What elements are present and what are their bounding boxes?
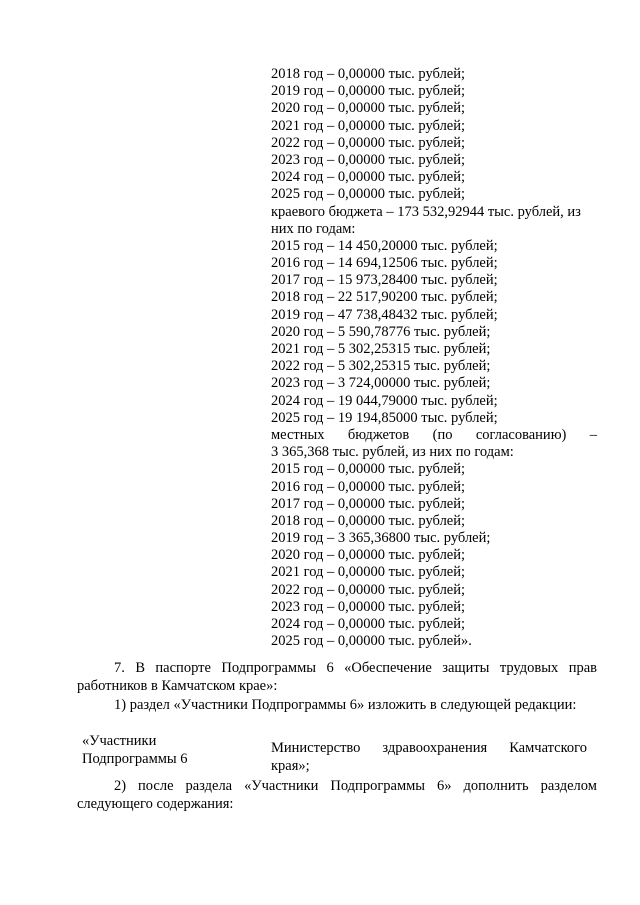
financing-list	[271, 66, 597, 650]
participants-label	[82, 733, 188, 768]
list-item: 2018 год – 0,00000 тыс. рублей;	[271, 66, 466, 82]
participants-label-line-2: Подпрограммы 6	[82, 750, 188, 767]
list-item: 2018 год – 0,00000 тыс. рублей;	[271, 512, 466, 529]
word: разделом	[540, 778, 597, 794]
participants-value	[271, 740, 587, 775]
word: 2)	[114, 778, 127, 794]
word: согласованию)	[475, 426, 567, 443]
list-item: 2023 год – 0,00000 тыс. рублей;	[271, 151, 466, 168]
word: паспорте	[155, 660, 211, 676]
subitem-2-line-1	[77, 778, 597, 796]
item-7-line-2: работников в Камчатском крае»:	[77, 677, 278, 694]
list-item: 2020 год – 0,00000 тыс. рублей;	[271, 100, 466, 117]
list-item: 2016 год – 0,00000 тыс. рублей;	[271, 478, 466, 495]
word: Министерство	[271, 740, 361, 756]
list-item: 2019 год – 3 365,36800 тыс. рублей;	[271, 530, 491, 547]
list-item: 2024 год – 0,00000 тыс. рублей;	[271, 616, 466, 632]
word: раздела	[185, 778, 233, 794]
word: бюджетов	[347, 426, 410, 443]
word: трудовых	[499, 660, 559, 676]
list-item: 2020 год – 5 590,78776 тыс. рублей;	[271, 323, 491, 340]
list-item: 2016 год – 14 694,12506 тыс. рублей;	[271, 255, 498, 272]
list-item: 2015 год – 0,00000 тыс. рублей;	[271, 461, 466, 478]
word: защиты	[442, 660, 490, 676]
word: (по	[432, 426, 453, 443]
list-item: 2017 год – 0,00000 тыс. рублей;	[271, 495, 466, 512]
word: 6	[326, 660, 334, 676]
word: местных	[271, 426, 325, 443]
word: «Обеспечение	[344, 660, 432, 676]
list-item: 2024 год – 0,00000 тыс. рублей;	[271, 169, 466, 186]
subitem-1-paragraph: 1) раздел «Участники Подпрограммы 6» изложить в следующей редакции:	[114, 697, 577, 713]
list-item: 2022 год – 5 302,25315 тыс. рублей;	[271, 358, 491, 375]
list-item: 2020 год – 0,00000 тыс. рублей;	[271, 547, 466, 564]
local-budget-heading	[271, 427, 597, 444]
list-item: 2019 год – 47 738,48432 тыс. рублей;	[271, 306, 498, 323]
word: здравоохранения	[382, 740, 488, 756]
list-item: 2022 год – 0,00000 тыс. рублей;	[271, 581, 466, 598]
list-item: 2023 год – 3 724,00000 тыс. рублей;	[271, 375, 491, 392]
word: –	[589, 426, 597, 443]
list-item: 2023 год – 0,00000 тыс. рублей;	[271, 598, 466, 615]
word: В	[135, 660, 145, 676]
list-item: 2021 год – 5 302,25315 тыс. рублей;	[271, 341, 491, 357]
subitem-2-paragraph	[77, 778, 597, 813]
word: Подпрограммы	[330, 778, 426, 794]
word: прав	[568, 660, 597, 676]
word: 7.	[114, 660, 125, 676]
word: «Участники	[244, 778, 319, 794]
list-item: 2025 год – 0,00000 тыс. рублей».	[271, 633, 472, 650]
list-item: 2024 год – 19 044,79000 тыс. рублей;	[271, 392, 498, 409]
list-item: 2018 год – 22 517,90200 тыс. рублей;	[271, 289, 498, 306]
regional-budget-heading-cont: них по годам:	[271, 220, 356, 237]
regional-budget-heading: краевого бюджета – 173 532,92944 тыс. рублей, из	[271, 203, 581, 220]
word: Подпрограммы	[221, 660, 317, 676]
word: после	[138, 778, 174, 794]
local-budget-heading-cont: 3 365,368 тыс. рублей, из них по годам:	[271, 444, 514, 461]
participants-label-line-1: «Участники	[82, 733, 157, 749]
list-item: 2015 год – 14 450,20000 тыс. рублей;	[271, 237, 498, 254]
participants-value-line-2: края»;	[271, 757, 310, 774]
item-7-line-1	[77, 660, 597, 678]
word: Камчатского	[509, 740, 587, 756]
list-item: 2022 год – 0,00000 тыс. рублей;	[271, 134, 466, 151]
list-item: 2021 год – 0,00000 тыс. рублей;	[271, 117, 466, 134]
list-item: 2025 год – 19 194,85000 тыс. рублей;	[271, 409, 498, 426]
participants-value-line-1	[271, 740, 587, 758]
list-item: 2021 год – 0,00000 тыс. рублей;	[271, 564, 466, 581]
list-item: 2017 год – 15 973,28400 тыс. рублей;	[271, 272, 498, 289]
item-7-paragraph	[77, 660, 597, 695]
word: дополнить	[463, 778, 529, 794]
subitem-2-line-2: следующего содержания:	[77, 795, 234, 812]
list-item: 2019 год – 0,00000 тыс. рублей;	[271, 83, 466, 100]
word: 6»	[437, 778, 452, 794]
list-item: 2025 год – 0,00000 тыс. рублей;	[271, 186, 466, 203]
